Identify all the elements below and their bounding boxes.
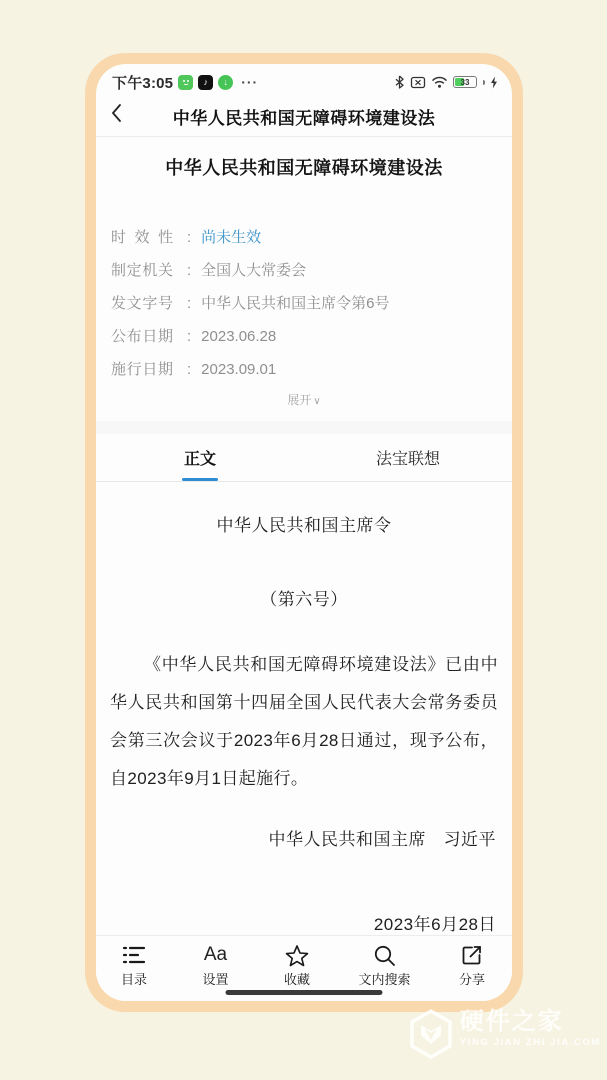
meta-row-validity: 时效性 : 尚未生效 (111, 221, 498, 254)
share-button[interactable]: 分享 (452, 943, 492, 1001)
decree-number: （第六号） (260, 590, 348, 609)
toc-icon (122, 943, 146, 967)
tab-fabao-association[interactable]: 法宝联想 (375, 451, 440, 468)
share-icon (460, 943, 483, 967)
decree-signature: 中华人民共和国主席 习近平 (268, 830, 496, 849)
document-meta (96, 180, 512, 386)
tab-bar (96, 434, 512, 482)
back-button[interactable] (110, 103, 144, 129)
active-tab-underline (182, 478, 218, 482)
watermark-url: YING JIAN ZHI JIA.COM (459, 1037, 601, 1048)
more-notifications-dots: ··· (241, 74, 259, 90)
charging-bolt-icon (490, 76, 498, 89)
meta-row-document-number: 发文字号 : 中华人民共和国主席令第6号 (111, 287, 498, 320)
in-text-search-button[interactable]: 文内搜索 (358, 943, 410, 1001)
section-divider (96, 421, 512, 434)
battery-nub (483, 80, 485, 85)
decree-paragraph: 《中华人民共和国无障碍环境建设法》已由中华人民共和国第十四届全国人民代表大会常务委员会第三次会议于2023年6月28日通过，现予公布，自2023年9月1日起施行。 (110, 655, 498, 788)
tiktok-notification-icon: ♪ (198, 75, 213, 90)
meta-value: 中华人民共和国主席令第6号 (201, 295, 390, 312)
bluetooth-icon (394, 75, 405, 89)
document-title: 中华人民共和国无障碍环境建设法 (165, 158, 443, 178)
wifi-icon (431, 76, 448, 89)
meta-label: 公布日期 (111, 328, 173, 345)
meta-label: 制定机关 (111, 262, 173, 279)
no-sim-icon (410, 76, 426, 89)
download-notification-icon: ↓ (218, 75, 233, 90)
nav-bar (96, 96, 512, 137)
meta-label: 发文字号 (111, 295, 173, 312)
nav-title: 中华人民共和国无障碍环境建设法 (172, 108, 436, 128)
meta-row-issuing-body: 制定机关 : 全国人大常委会 (111, 254, 498, 287)
meta-value-validity[interactable]: 尚未生效 (201, 229, 262, 246)
watermark-name: 硬件之家 (459, 1008, 564, 1035)
phone-frame (85, 53, 523, 1012)
site-watermark (408, 1009, 601, 1064)
document-area (96, 137, 512, 935)
meta-label: 施行日期 (111, 361, 173, 378)
chevron-down-icon: ∨ (313, 396, 321, 407)
phone-screen (96, 64, 512, 1001)
tab-fulltext[interactable]: 正文 (96, 434, 304, 481)
favorite-icon (285, 943, 309, 967)
settings-icon: Aa (203, 944, 228, 965)
watermark-hexagon-logo (408, 1009, 454, 1064)
search-icon (373, 943, 396, 967)
meta-value: 2023.06.28 (201, 328, 277, 345)
battery-icon (453, 76, 477, 88)
toc-button[interactable]: 目录 (114, 943, 154, 1001)
expand-button[interactable]: 展开 ∨ (287, 393, 321, 407)
decree-date: 2023年6月28日 (373, 915, 496, 934)
favorite-button[interactable]: 收藏 (277, 943, 317, 1001)
clock: 下午3:05 (112, 74, 174, 92)
article-body (96, 511, 512, 935)
messenger-notification-icon (178, 75, 193, 90)
decree-heading: 中华人民共和国主席令 (216, 516, 392, 535)
battery-percent: 33 (460, 77, 470, 87)
status-bar (96, 64, 512, 96)
meta-value: 2023.09.01 (201, 361, 277, 378)
meta-row-effective-date: 施行日期 : 2023.09.01 (111, 353, 498, 386)
meta-label: 时效性 (111, 229, 173, 246)
meta-row-publish-date: 公布日期 : 2023.06.28 (111, 320, 498, 353)
home-indicator[interactable] (226, 990, 383, 995)
settings-button[interactable]: Aa 设置 (202, 944, 229, 987)
meta-value: 全国人大常委会 (201, 262, 307, 279)
